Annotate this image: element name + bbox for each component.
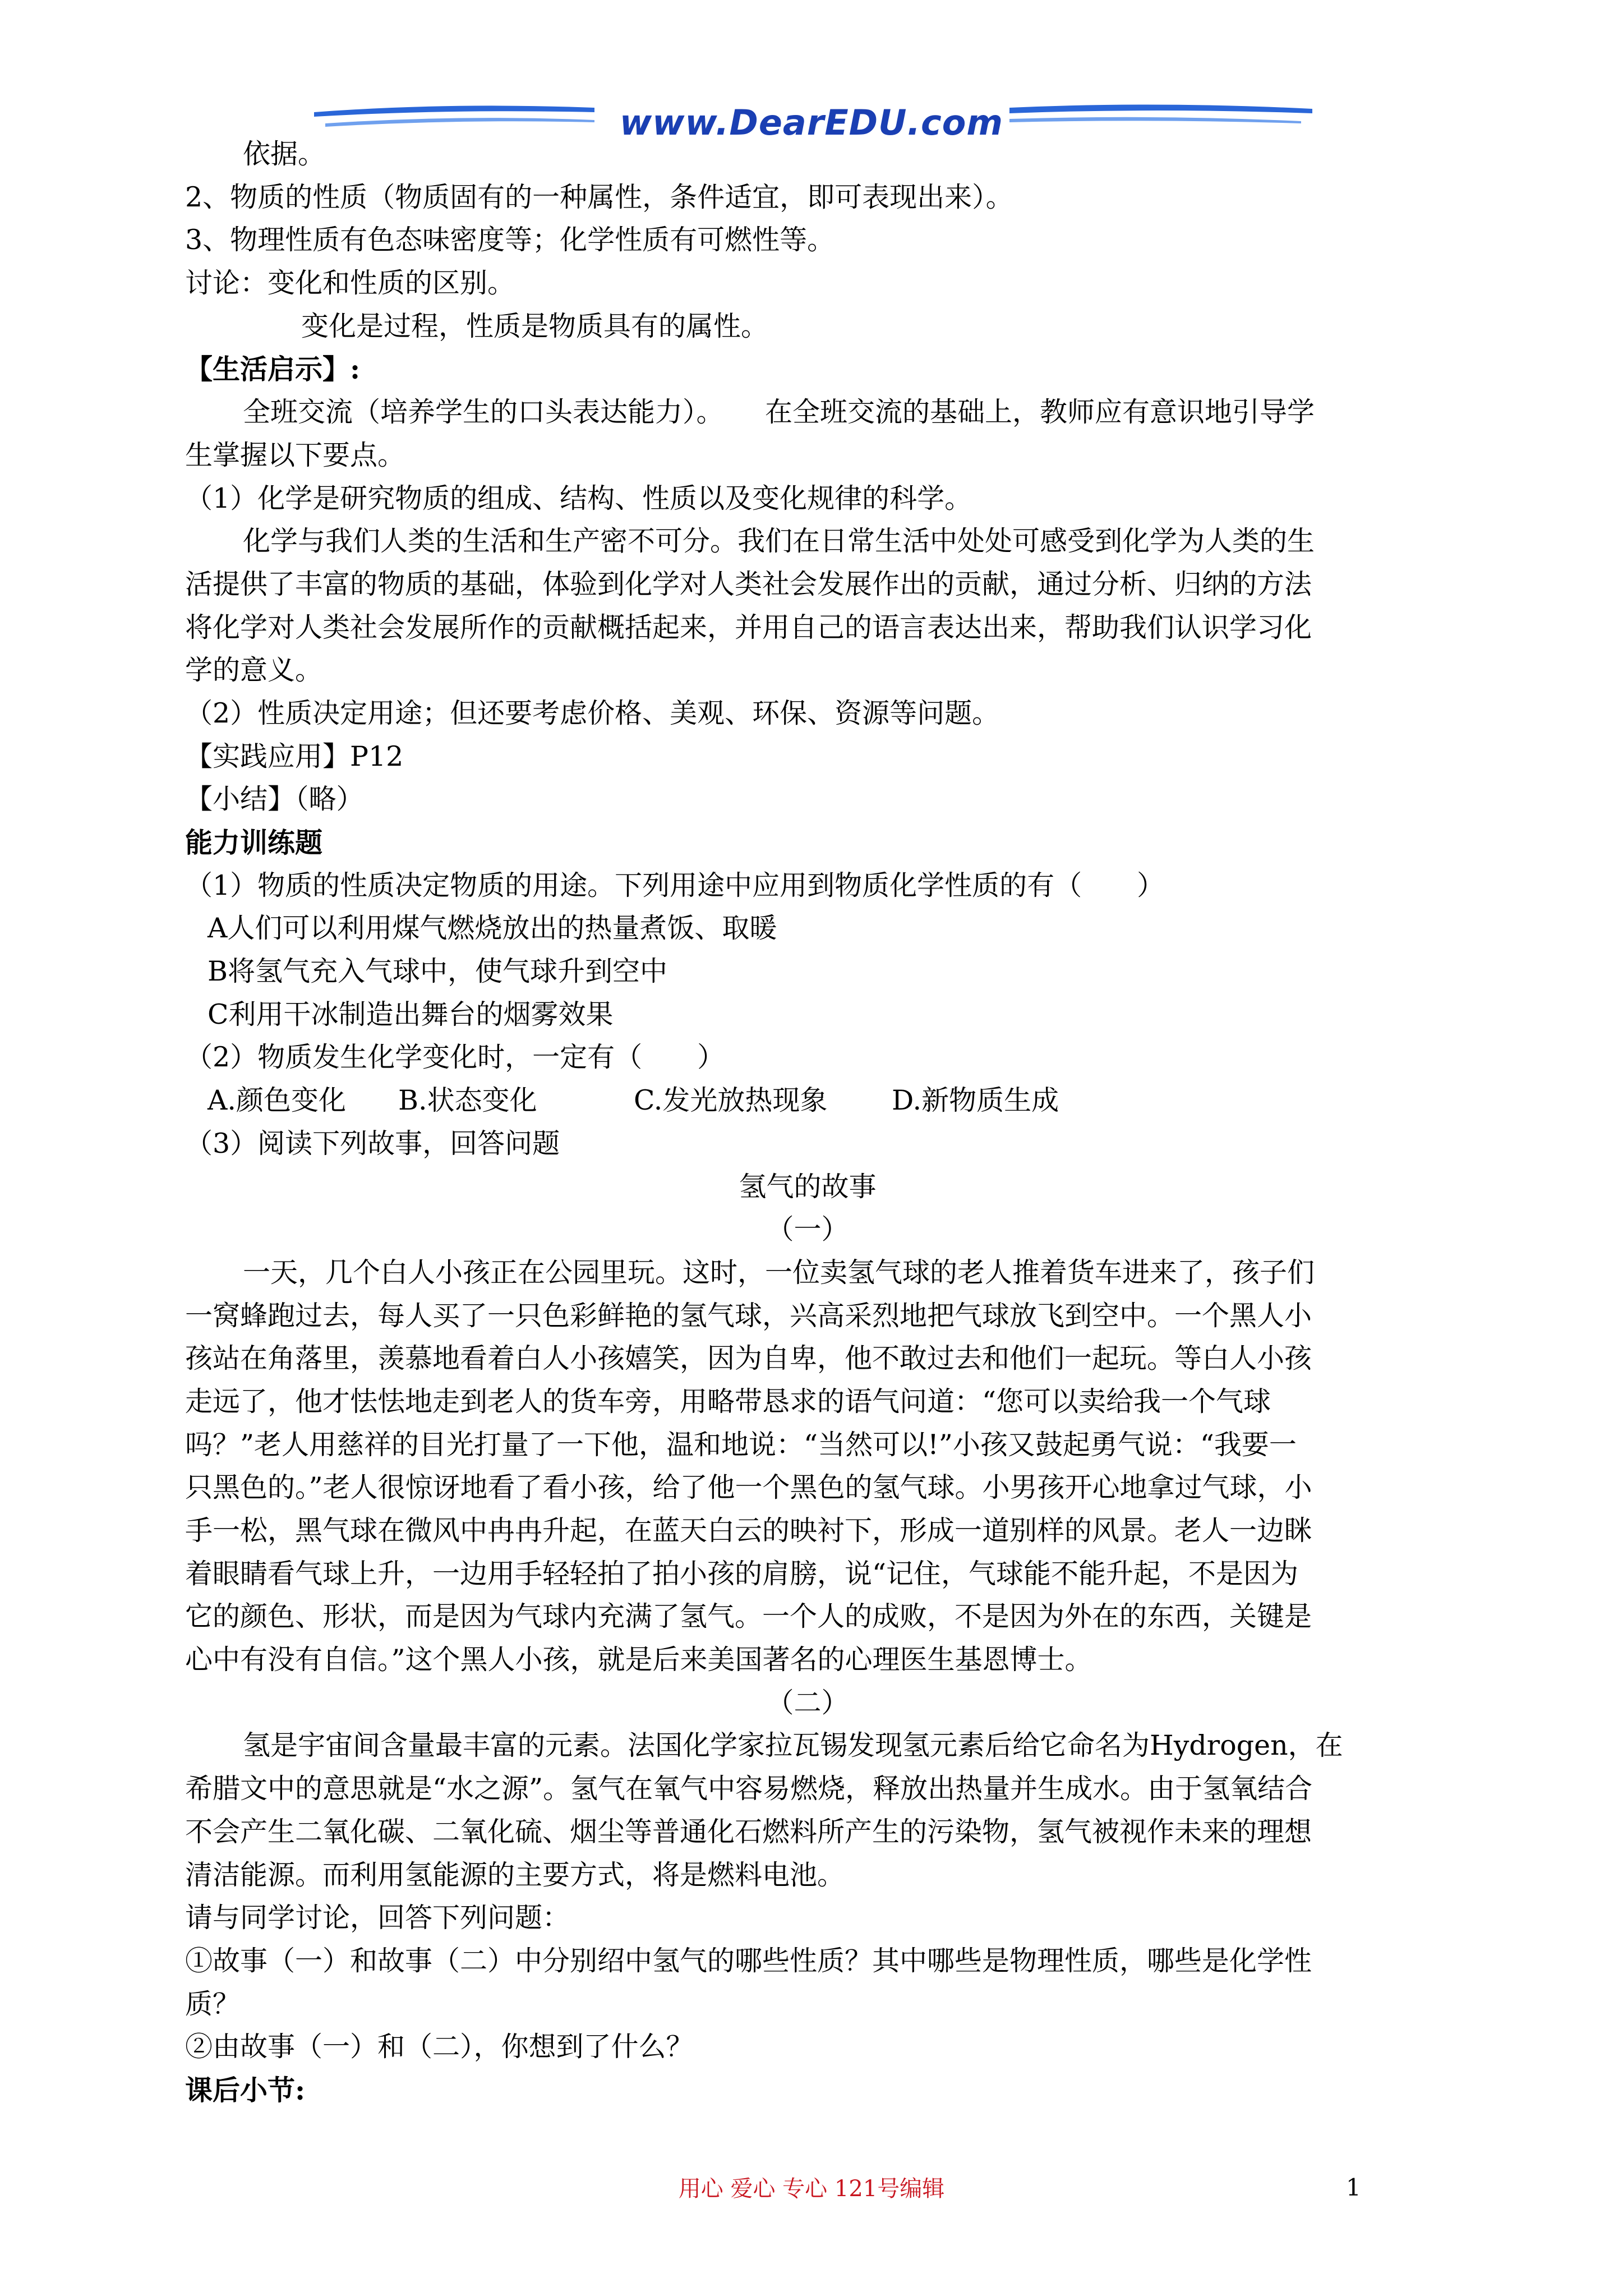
story-line: 氢是宇宙间含量最丰富的元素。法国化学家拉瓦锡发现氢元素后给它命名为Hydrogen，在 [243,1729,1343,1762]
option-d: D.新物质生成 [892,1084,1059,1117]
text-line: 讨论：变化和性质的区别。 [185,267,515,300]
answer-option: B将氢气充入气球中，使气球升到空中 [208,955,668,988]
story-line: 一窝蜂跑过去，每人买了一只色彩鲜艳的氢气球，兴高采烈地把气球放飞到空中。一个黑人小 [185,1299,1312,1332]
story-line: 走远了，他才怯怯地走到老人的货车旁，用略带恳求的语气问道：“您可以卖给我一个气球 [185,1385,1271,1418]
section-heading: 课后小节: [185,2073,306,2106]
text-line: 变化是过程，性质是物质具有的属性。 [301,310,769,342]
question-line: （3）阅读下列故事，回答问题 [185,1127,560,1159]
document-body [185,133,1430,2112]
text-line: 请与同学讨论，回答下列问题： [185,1902,570,1934]
text-line: 活提供了丰富的物质的基础，体验到化学对人类社会发展作出的贡献，通过分析、归纳的方法 [185,568,1312,600]
text-line: 质？ [185,1987,241,2020]
exercise-heading: 能力训练题 [185,826,323,859]
story-line: 手一松，黑气球在微风中冉冉升起，在蓝天白云的映衬下，形成一道别样的风景。老人一边眯 [185,1515,1312,1547]
option-c: C.发光放热现象 [634,1084,828,1117]
text-line: 将化学对人类社会发展所作的贡献概括起来，并用自己的语言表达出来，帮助我们认识学习化 [185,611,1312,643]
story-part-label: （二） [766,1686,849,1719]
question-line: （1）物质的性质决定物质的用途。下列用途中应用到物质化学性质的有（ ） [185,869,1165,901]
text-line: 3、物理性质有色态味密度等；化学性质有可燃性等。 [185,224,835,256]
question-line: （2）物质发生化学变化时，一定有（ ） [185,1041,725,1074]
story-line: 一天，几个白人小孩正在公园里玩。这时，一位卖氢气球的老人推着货车进来了，孩子们 [243,1256,1315,1289]
answer-option: A人们可以利用煤气燃烧放出的热量煮饭、取暖 [208,912,777,945]
story-line: 清洁能源。而利用氢能源的主要方式，将是燃料电池。 [185,1858,845,1891]
story-line: 不会产生二氧化碳、二氧化硫、烟尘等普通化石燃料所产生的污染物，氢气被视作未来的理想 [185,1815,1312,1848]
site-url: www.DearEDU.com [619,102,1003,143]
story-line: 希腊文中的意思就是“水之源”。氢气在氧气中容易燃烧，释放出热量并生成水。由于氢氧结合 [185,1773,1313,1805]
text-line: 生掌握以下要点。 [185,439,405,471]
text-line: ②由故事（一）和（二），你想到了什么？ [185,2031,694,2063]
footer-note: 用心 爱心 专心 121号编辑 [678,2176,945,2202]
section-heading: 【实践应用】P12 [185,740,404,772]
story-line: 心中有没有自信。”这个黑人小孩，就是后来美国著名的心理医生基恩博士。 [185,1644,1092,1676]
page-number: 1 [1346,2174,1361,2201]
text-line: ①故事（一）和故事（二）中分别绍中氢气的哪些性质？其中哪些是物理性质，哪些是化学性 [185,1944,1312,1977]
option-b: B.状态变化 [398,1084,537,1117]
story-line: 着眼睛看气球上升，一边用手轻轻拍了拍小孩的肩膀，说“记住，气球能不能升起，不是因为 [185,1557,1299,1590]
story-part-label: （一） [766,1213,849,1246]
text-line: （2）性质决定用途；但还要考虑价格、美观、环保、资源等问题。 [185,697,1000,729]
text-line: 化学与我们人类的生活和生产密不可分。我们在日常生活中处处可感受到化学为人类的生 [243,525,1315,558]
option-a: A.颜色变化 [208,1084,346,1117]
story-title: 氢气的故事 [739,1170,877,1203]
section-heading: 【生活启示】: [185,353,361,386]
options-row [185,1079,1430,1122]
text-line: 依据。 [243,138,326,170]
story-line: 它的颜色、形状，而是因为气球内充满了氢气。一个人的成败，不是因为外在的东西，关键是 [185,1600,1312,1633]
story-line: 孩站在角落里，羡慕地看着白人小孩嬉笑，因为自卑，他不敢过去和他们一起玩。等白人小孩 [185,1342,1312,1375]
text-line: 2、物质的性质（物质固有的一种属性，条件适宜，即可表现出来）。 [185,181,1013,213]
story-line: 吗？”老人用慈祥的目光打量了一下他，温和地说：“当然可以!”小孩又鼓起勇气说：“我要一 [185,1428,1297,1461]
story-line: 只黑色的。”老人很惊讶地看了看小孩，给了他一个黑色的氢气球。小男孩开心地拿过气球，小 [185,1471,1312,1504]
text-line: 全班交流（培养学生的口头表达能力）。 在全班交流的基础上，教师应有意识地引导学 [243,396,1315,429]
answer-option: C利用干冰制造出舞台的烟雾效果 [208,998,614,1030]
section-heading: 【小结】（略） [185,783,364,816]
text-line: （1）化学是研究物质的组成、结构、性质以及变化规律的科学。 [185,482,972,514]
text-line: 学的意义。 [185,654,323,687]
